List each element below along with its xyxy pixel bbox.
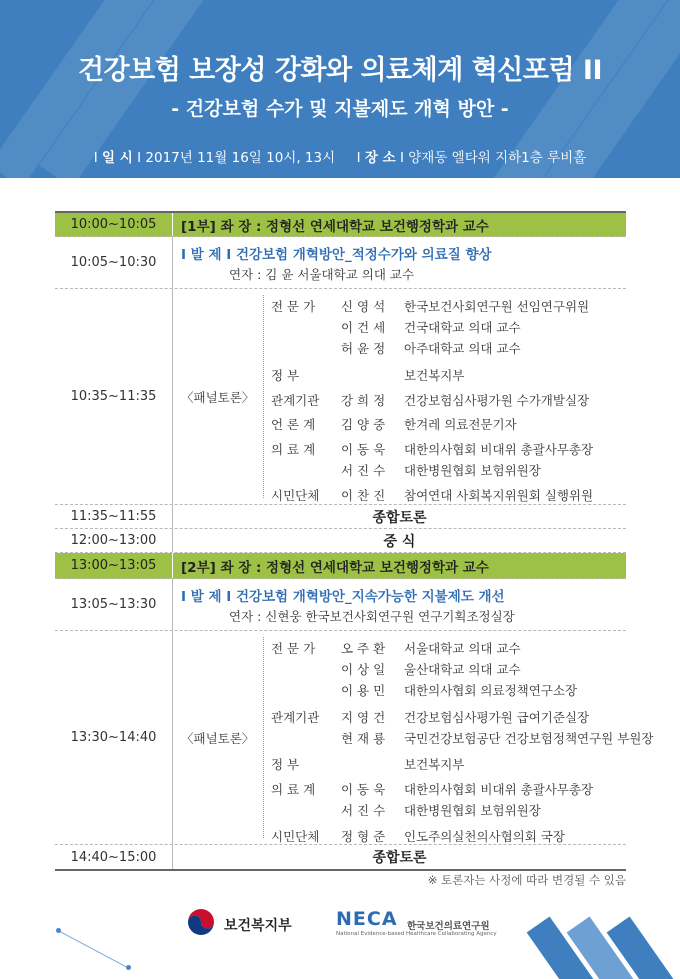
panelist-name: 정 형 준	[341, 829, 386, 844]
presentation-title-text: 건강보험 개혁방안_적정수가와 의료질 향상	[235, 247, 492, 263]
panel-label: 〈패널토론〉	[181, 389, 255, 405]
neca-korean-name: 한국보건의료연구원	[407, 921, 490, 932]
presentation-1-title	[181, 243, 492, 263]
panelist-category: 의 료 계	[271, 442, 316, 457]
lunch-row	[55, 529, 626, 553]
panelist-name: 서 진 수	[341, 803, 386, 818]
presenter: 연자 : 김 윤 서울대학교 의대 교수	[229, 267, 415, 282]
decorative-dot	[126, 965, 131, 970]
change-notice: ※ 토론자는 사정에 따라 변경될 수 있음	[427, 873, 626, 887]
time-cell: 14:40~15:00	[55, 845, 173, 869]
panelist-name: 강 희 정	[341, 393, 386, 408]
discussion-1-row	[55, 505, 626, 529]
time-cell: 10:35~11:35	[55, 289, 173, 504]
panelist-name: 지 영 건	[341, 710, 386, 725]
ministry-name: 보건복지부	[224, 918, 292, 934]
time-cell: 10:00~10:05	[55, 213, 173, 236]
panelist-name: 이 동 욱	[341, 442, 386, 457]
panelist-name: 현 재 룡	[341, 731, 386, 746]
header-banner	[0, 0, 680, 178]
panelist-affiliation: 대한병원협회 보험위원장	[404, 463, 541, 478]
panelist-affiliation: 아주대학교 의대 교수	[404, 341, 521, 356]
panel-divider	[263, 637, 264, 838]
panelist-affiliation: 보건복지부	[404, 368, 465, 383]
panel-label: 〈패널토론〉	[181, 730, 255, 746]
presentation-tag: I 발 제 I	[181, 589, 232, 605]
neca-english-name: National Evidence-based Healthcare Collaborating Agency	[336, 931, 497, 937]
panelist-affiliation: 건국대학교 의대 교수	[404, 320, 521, 335]
discussion-label: 종합토론	[372, 850, 427, 866]
panelist-affiliation: 대한의사협회 의료정책연구소장	[404, 683, 578, 698]
page-subtitle: - 건강보험 수가 및 지불제도 개혁 방안 -	[171, 98, 509, 120]
time-cell: 12:00~13:00	[55, 529, 173, 552]
panelist-name: 이 건 세	[341, 320, 386, 335]
panelist-name: 이 찬 진	[341, 488, 386, 503]
session-1-row	[55, 211, 626, 237]
session-2-chair: [2부] 좌 장 : 정형선 연세대학교 보건행정학과 교수	[181, 559, 489, 576]
time-cell: 13:00~13:05	[55, 553, 173, 578]
time-cell: 13:30~14:40	[55, 631, 173, 844]
page-title: 건강보험 보장성 강화와 의료체계 혁신포럼 II	[77, 55, 603, 86]
time-cell: 10:05~10:30	[55, 237, 173, 288]
panelist-name: 오 주 환	[341, 641, 386, 656]
presentation-1-row	[55, 237, 626, 289]
panelist-affiliation: 국민건강보험공단 건강보험정책연구원 부원장	[404, 731, 654, 746]
panelist-name: 김 양 중	[341, 417, 386, 432]
panelist-category: 시민단체	[271, 829, 320, 844]
session-2-row	[55, 553, 626, 579]
panelist-affiliation: 대한의사협회 비대위 총괄사무총장	[404, 442, 594, 457]
panelist-category: 의 료 계	[271, 782, 316, 797]
session-1-chair: [1부] 좌 장 : 정형선 연세대학교 보건행정학과 교수	[181, 218, 489, 235]
panelist-affiliation: 대한병원협회 보험위원장	[404, 803, 541, 818]
panelist-category: 전 문 가	[271, 641, 316, 656]
neca-logo: NECA	[336, 908, 398, 930]
panelist-affiliation: 한겨레 의료전문기자	[404, 417, 517, 432]
panelist-affiliation: 대한의사협회 비대위 총괄사무총장	[404, 782, 594, 797]
date-label: 일 시	[102, 150, 133, 166]
panelist-category: 관계기관	[271, 710, 320, 725]
panelist-affiliation: 건강보험심사평가원 급여기준실장	[404, 710, 590, 725]
panelist-name: 허 윤 정	[341, 341, 386, 356]
panelist-affiliation: 울산대학교 의대 교수	[404, 662, 521, 677]
panelist-category: 전 문 가	[271, 299, 316, 314]
discussion-2-row	[55, 845, 626, 871]
discussion-label: 종합토론	[372, 509, 427, 526]
event-info: I 일 시 I 2017년 11월 16일 10시, 13시 I 장 소 I 양재동 엘타워 지하1층 루비홀	[93, 150, 587, 166]
decorative-line	[58, 930, 129, 968]
presentation-tag: I 발 제 I	[181, 247, 232, 263]
panel-2-row	[55, 631, 654, 845]
panelist-affiliation: 참여연대 사회복지위원회 실행위원	[404, 488, 594, 503]
taegeuk-logo-icon	[185, 908, 217, 940]
presentation-2-title	[181, 585, 505, 605]
panelist-affiliation: 서울대학교 의대 교수	[404, 641, 521, 656]
panelist-affiliation: 한국보건사회연구원 선임연구위원	[404, 299, 590, 314]
panelist-name: 신 영 석	[341, 299, 386, 314]
panelist-affiliation: 건강보험심사평가원 수가개발실장	[404, 393, 590, 408]
panelist-category: 시민단체	[271, 488, 320, 503]
panelist-name: 이 동 욱	[341, 782, 386, 797]
presentation-title-text: 건강보험 개혁방안_지속가능한 지불제도 개선	[235, 589, 505, 605]
presentation-2-row	[55, 579, 626, 631]
panelist-category: 정 부	[271, 757, 300, 772]
panelist-category: 정 부	[271, 368, 300, 383]
panelist-name: 이 용 민	[341, 683, 386, 698]
panelist-name: 이 상 일	[341, 662, 386, 677]
lunch-label: 중 식	[383, 533, 416, 550]
panel-1-row	[55, 289, 626, 505]
footer	[0, 900, 680, 979]
schedule-table	[55, 211, 654, 871]
time-cell: 13:05~13:30	[55, 579, 173, 630]
place-label: 장 소	[364, 150, 396, 166]
panelist-affiliation: 보건복지부	[404, 757, 465, 772]
panelist-name: 서 진 수	[341, 463, 386, 478]
panel-divider	[263, 295, 264, 498]
panelist-category: 언 론 계	[271, 417, 316, 432]
decorative-dot	[56, 928, 61, 933]
place-value: 양재동 엘타워 지하1층 루비홀	[408, 150, 587, 166]
time-cell: 11:35~11:55	[55, 505, 173, 528]
presenter: 연자 : 신현웅 한국보건사회연구원 연구기획조정실장	[229, 609, 515, 624]
date-value: 2017년 11월 16일 10시, 13시	[145, 150, 336, 166]
panelist-affiliation: 인도주의실천의사협의회 국장	[404, 829, 565, 844]
panelist-category: 관계기관	[271, 393, 320, 408]
